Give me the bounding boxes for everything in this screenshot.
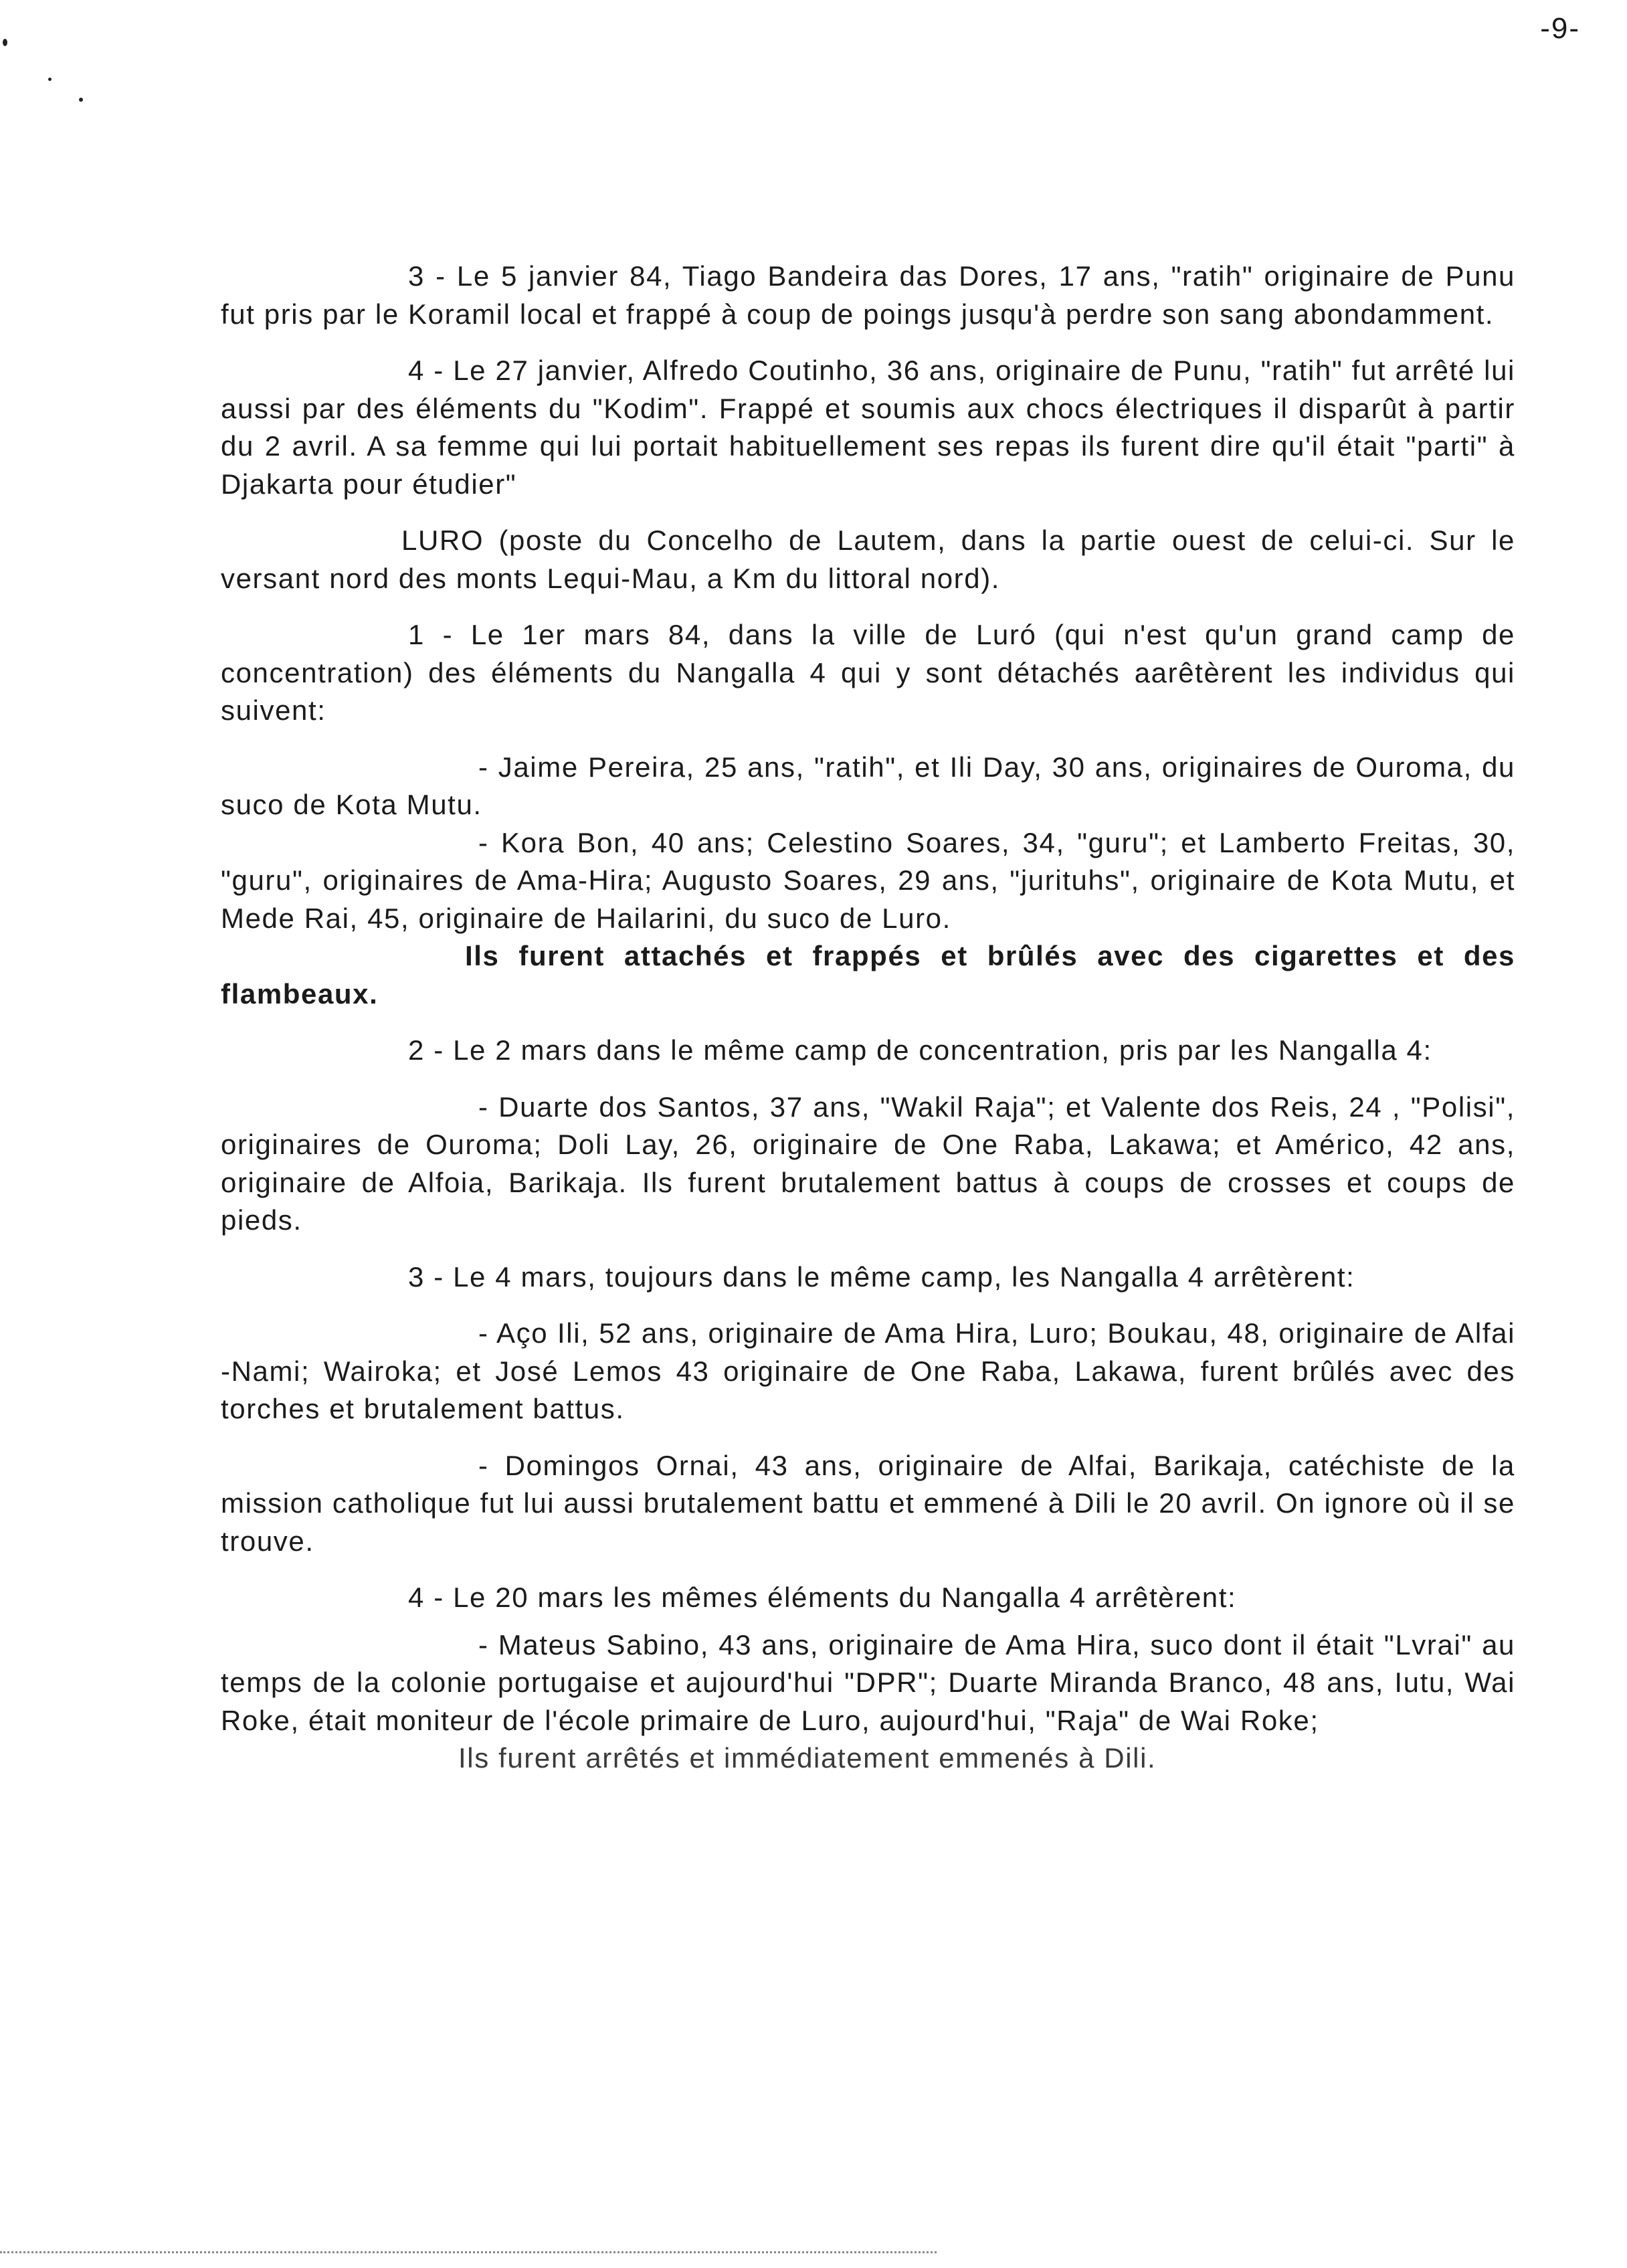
scan-speck — [79, 98, 83, 102]
section-heading-luro: LURO (poste du Concelho de Lautem, dans la partie ouest de celui-ci. Sur le versant nord des monts Lequi-Mau, a Km du littoral nord). — [221, 525, 1515, 594]
paragraph-1: 3 - Le 5 janvier 84, Tiago Bandeira das Dores, 17 ans, "ratih" originaire de Punu fut pris par le Koramil local et frappé à coup de poings jusqu'à perdre son sang abondamment. — [221, 260, 1515, 330]
list-item: - Jaime Pereira, 25 ans, "ratih", et Ili Day, 30 ans, originaires de Ouroma, du suco de Kota Mutu. — [221, 751, 1515, 820]
scan-speck — [3, 39, 7, 46]
list-item: - Domingos Ornai, 43 ans, originaire de Alfai, Barikaja, catéchiste de la mission catholique fut lui aussi brutalement battu et emmené à Dili le 20 avril. On ignore où il se trouve. — [221, 1449, 1515, 1557]
list-item: - Duarte dos Santos, 37 ans, "Wakil Raja"; et Valente dos Reis, 24 , "Polisi", originaires de Ouroma; Doli Lay, 26, originaire de One Raba, Lakawa; et Américo, 42 ans, originaire de Alfoia, Barikaja. Ils furent brutalement battus à coups de crosses et coups de pieds. — [221, 1091, 1515, 1236]
scan-edge-line — [0, 2251, 937, 2256]
page-number: -9- — [1540, 12, 1580, 45]
paragraph-5: 2 - Le 2 mars dans le même camp de concentration, pris par les Nangalla 4: — [408, 1034, 1432, 1066]
paragraph-7: 4 - Le 20 mars les mêmes éléments du Nangalla 4 arrêtèrent: — [408, 1582, 1237, 1613]
paragraph-3: 1 - Le 1er mars 84, dans la ville de Luró (qui n'est qu'un grand camp de concentration) des éléments du Nangalla 4 qui y sont détachés aarêtèrent les individus qui suivent: — [221, 619, 1515, 726]
paragraph-8: Ils furent arrêtés et immédiatement emmenés à Dili. — [458, 1742, 1157, 1774]
paragraph-2: 4 - Le 27 janvier, Alfredo Coutinho, 36 ans, originaire de Punu, "ratih" fut arrêté lui aussi par des éléments du "Kodim". Frappé et soumis aux chocs électriques il disparût à partir du 2 avril. A sa femme qui lui portait habituellement ses repas ils furent dire qu'il était "parti" à Djakarta pour étudier" — [221, 355, 1515, 500]
paragraph-4: Ils furent attachés et frappés et brûlés avec des cigarettes et des flambeaux. — [221, 940, 1515, 1010]
paragraph-6: 3 - Le 4 mars, toujours dans le même camp, les Nangalla 4 arrêtèrent: — [408, 1260, 1355, 1293]
list-item: - Mateus Sabino, 43 ans, originaire de Ama Hira, suco dont il était "Lvrai" au temps de la colonie portugaise et aujourd'hui "DPR"; Duarte Miranda Branco, 48 ans, Iutu, Wai Roke, était moniteur de l'école primaire de Luro, aujourd'hui, "Raja" de Wai Roke; — [221, 1628, 1515, 1736]
document-body — [221, 258, 1515, 1778]
list-item: - Kora Bon, 40 ans; Celestino Soares, 34, "guru"; et Lamberto Freitas, 30, "guru", originaires de Ama-Hira; Augusto Soares, 29 ans, "jurituhs", originaire de Kota Mutu, et Mede Rai, 45, originaire de Hailarini, du suco de Luro. — [221, 826, 1515, 934]
scan-speck — [48, 78, 52, 81]
list-item: - Aço Ili, 52 ans, originaire de Ama Hira, Luro; Boukau, 48, originaire de Alfai -Nami; Wairoka; et José Lemos 43 originaire de One Raba, Lakawa, furent brûlés avec des torches et brutalement battus. — [221, 1317, 1515, 1424]
